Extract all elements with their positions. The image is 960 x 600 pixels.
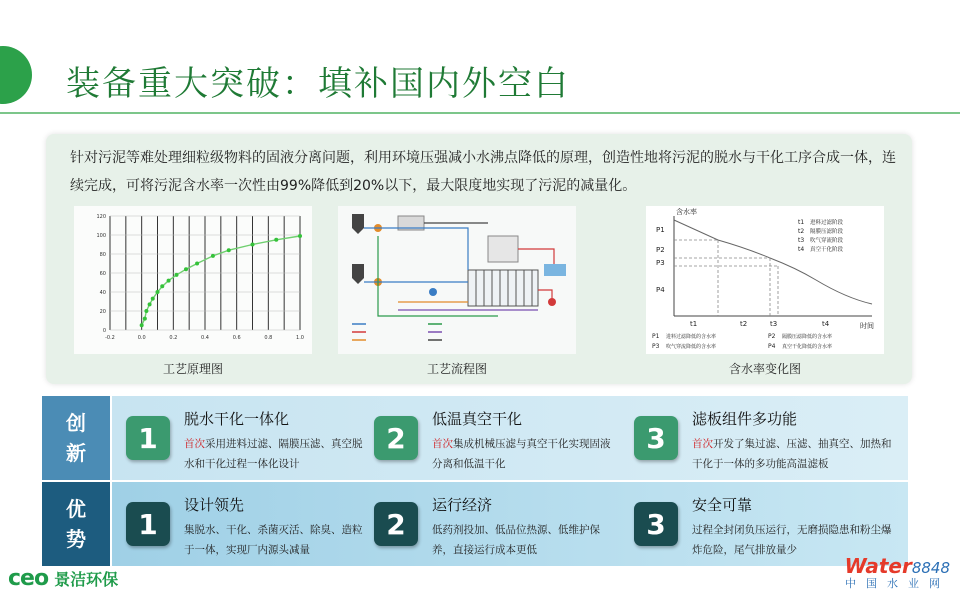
y-tick-label: 0 bbox=[102, 328, 106, 334]
data-point bbox=[175, 273, 179, 277]
data-point bbox=[195, 262, 199, 266]
data-point bbox=[143, 317, 147, 321]
p-label: P4 bbox=[656, 286, 665, 294]
title-divider bbox=[0, 112, 960, 114]
t-legend-text: 隔膜压滤阶段 bbox=[810, 229, 844, 235]
y-tick-label: 40 bbox=[99, 290, 106, 296]
t-label: t4 bbox=[822, 320, 830, 328]
process-flow-caption: 工艺流程图 bbox=[426, 362, 487, 376]
item-description bbox=[692, 434, 892, 474]
t-legend-text: 进料过滤阶段 bbox=[810, 220, 844, 226]
process-flow-svg bbox=[338, 206, 576, 354]
p-label: P1 bbox=[656, 226, 665, 234]
advantage-label bbox=[42, 482, 110, 566]
data-point bbox=[156, 290, 160, 294]
data-point bbox=[148, 302, 152, 306]
p-legend-text: 吹气穿流降低的含水率 bbox=[666, 344, 717, 350]
item-description bbox=[184, 434, 368, 474]
data-point bbox=[298, 234, 302, 238]
principle-chart-image bbox=[74, 206, 312, 354]
advantage-row bbox=[42, 482, 908, 566]
item-title: 运行经济 bbox=[432, 496, 493, 514]
t-label: t1 bbox=[690, 320, 698, 328]
y-tick-label: 60 bbox=[99, 271, 106, 277]
p-legend-key: P2 bbox=[768, 333, 776, 340]
site-watermark bbox=[845, 554, 950, 591]
data-point bbox=[151, 297, 155, 301]
item-desc-text: 采用进料过滤、隔膜压滤、真空脱水和干化过程一体化设计 bbox=[184, 438, 363, 470]
p-legend-key: P3 bbox=[652, 343, 660, 350]
item-number-badge: 1 bbox=[126, 502, 170, 546]
item-title: 设计领先 bbox=[184, 496, 245, 514]
advantage-label-char: 势 bbox=[66, 527, 86, 551]
advantage-item bbox=[620, 482, 892, 566]
innovation-row bbox=[42, 396, 908, 480]
item-highlight: 首次 bbox=[692, 438, 713, 450]
innovation-item bbox=[112, 396, 362, 480]
p-label: P2 bbox=[656, 246, 665, 254]
advantage-item bbox=[112, 482, 362, 566]
moisture-chart-caption: 含水率变化图 bbox=[728, 362, 801, 376]
moisture-chart-image bbox=[646, 206, 884, 354]
item-title: 低温真空干化 bbox=[432, 410, 523, 428]
item-title: 安全可靠 bbox=[692, 496, 753, 514]
slide-tab-accent bbox=[0, 46, 32, 104]
t-label: t3 bbox=[770, 320, 778, 328]
process-flow-image bbox=[338, 206, 576, 354]
p-legend-text: 隔膜压滤降低的含水率 bbox=[782, 334, 833, 340]
logo-mark: ceo bbox=[8, 566, 49, 591]
innovation-label-char: 创 bbox=[66, 411, 86, 435]
p-legend-key: P4 bbox=[768, 343, 776, 350]
moisture-chart-svg bbox=[646, 206, 884, 354]
intro-panel bbox=[46, 134, 912, 384]
item-number-badge: 3 bbox=[634, 416, 678, 460]
item-number-badge: 1 bbox=[126, 416, 170, 460]
item-highlight: 首次 bbox=[432, 438, 453, 450]
item-desc-text: 集成机械压滤与真空干化实现固液分离和低温干化 bbox=[432, 438, 611, 470]
data-point bbox=[211, 254, 215, 258]
watermark-word: Water bbox=[844, 554, 912, 578]
item-title: 脱水干化一体化 bbox=[184, 410, 290, 428]
principle-chart-caption: 工艺原理图 bbox=[162, 362, 223, 376]
watermark-number: 8848 bbox=[911, 559, 950, 577]
x-tick-label: 1.0 bbox=[296, 335, 304, 341]
p-label: P3 bbox=[656, 259, 665, 267]
data-point bbox=[160, 284, 164, 288]
y-tick-label: 100 bbox=[96, 233, 106, 239]
x-tick-label: 0.2 bbox=[169, 335, 178, 341]
p-legend-text: 真空干化降低的含水率 bbox=[782, 344, 833, 350]
data-point bbox=[274, 238, 278, 242]
logo-text: 景洁环保 bbox=[54, 570, 119, 589]
company-logo bbox=[8, 566, 118, 591]
x-tick-label: 0.0 bbox=[137, 335, 146, 341]
advantage-items bbox=[112, 482, 908, 566]
item-highlight: 首次 bbox=[184, 438, 205, 450]
item-title: 滤板组件多功能 bbox=[692, 410, 798, 428]
y-tick-label: 20 bbox=[99, 309, 106, 315]
p-legend-key: P1 bbox=[652, 333, 660, 340]
data-point bbox=[140, 323, 144, 327]
principle-chart-svg bbox=[74, 206, 312, 354]
item-number-badge: 2 bbox=[374, 416, 418, 460]
data-point bbox=[167, 279, 171, 283]
t-legend-text: 真空干化阶段 bbox=[810, 247, 844, 253]
y-tick-label: 80 bbox=[99, 252, 106, 258]
t-legend-key: t4 bbox=[798, 246, 805, 253]
innovation-label bbox=[42, 396, 110, 480]
t-legend-key: t1 bbox=[798, 219, 805, 226]
y-tick-label: 120 bbox=[96, 214, 106, 220]
item-number-badge: 3 bbox=[634, 502, 678, 546]
item-number-badge: 2 bbox=[374, 502, 418, 546]
p-legend-text: 进料过滤降低的含水率 bbox=[666, 334, 717, 340]
data-point bbox=[227, 248, 231, 252]
t-legend-text: 吹气穿流阶段 bbox=[810, 238, 844, 244]
x-tick-label: -0.2 bbox=[105, 335, 115, 341]
slide-title: 装备重大突破：填补国内外空白 bbox=[66, 64, 570, 104]
intro-text: 针对污泥等难处理细粒级物料的固液分离问题，利用环境压强减小水沸点降低的原理，创造性地将污泥的脱水与干化工序合成一体，连续完成，可将污泥含水率一次性由99%降低到20%以下，最大限度地实现了污泥的减量化。 bbox=[70, 150, 896, 194]
data-point bbox=[144, 309, 148, 313]
x-tick-label: 0.4 bbox=[201, 335, 209, 341]
item-desc-text: 开发了集过滤、压滤、抽真空、加热和干化于一体的多功能高温滤板 bbox=[692, 438, 892, 470]
moisture-x-label: 时间 bbox=[860, 322, 874, 330]
watermark-subtitle: 中国水业网 bbox=[845, 577, 950, 590]
t-label: t2 bbox=[740, 320, 748, 328]
advantage-label-char: 优 bbox=[66, 497, 86, 521]
innovation-item bbox=[360, 396, 610, 480]
advantage-item bbox=[360, 482, 610, 566]
x-tick-label: 0.8 bbox=[264, 335, 273, 341]
innovation-items bbox=[112, 396, 908, 480]
moisture-y-label: 含水率 bbox=[676, 208, 697, 216]
innovation-label-char: 新 bbox=[66, 441, 86, 465]
innovation-item bbox=[620, 396, 892, 480]
x-tick-label: 0.6 bbox=[232, 335, 241, 341]
item-description: 低药剂投加、低品位热源、低维护保养，直接运行成本更低 bbox=[432, 524, 600, 556]
data-point bbox=[251, 243, 255, 247]
data-point bbox=[184, 267, 188, 271]
t-legend-key: t2 bbox=[798, 228, 805, 235]
item-description bbox=[432, 434, 616, 474]
item-description: 集脱水、干化、杀菌灭活、除臭、造粒于一体，实现厂内源头减量 bbox=[184, 524, 363, 556]
t-legend-key: t3 bbox=[798, 237, 805, 244]
item-description: 过程全封闭负压运行，无磨损隐患和粉尘爆炸危险，尾气排放量少 bbox=[692, 524, 892, 556]
